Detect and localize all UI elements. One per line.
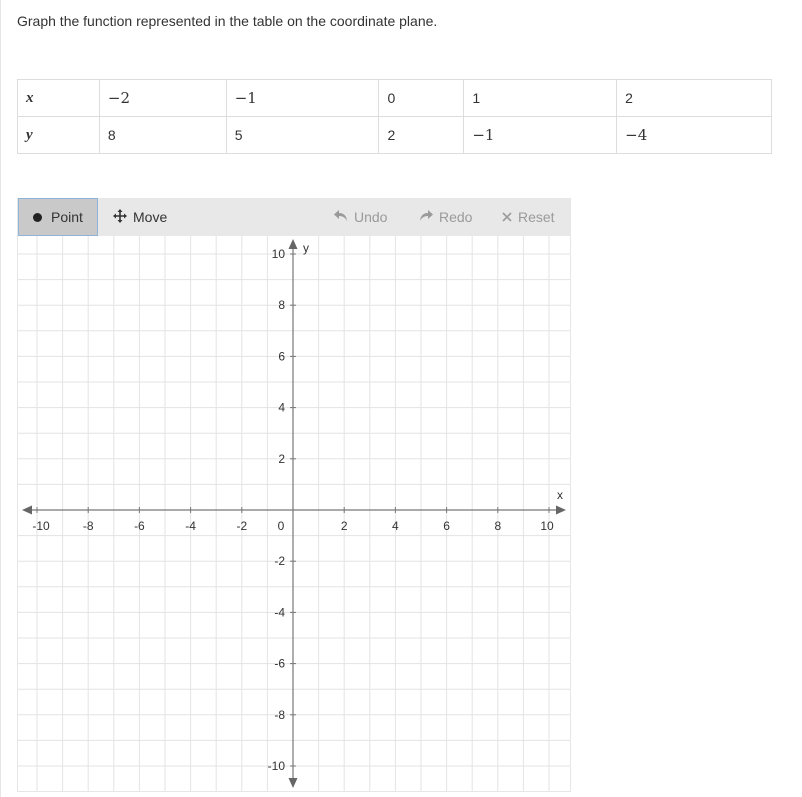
y-cell: 8 (99, 117, 226, 154)
point-dot-icon (33, 213, 42, 222)
move-tool-button[interactable] (113, 198, 167, 236)
y-header: y (18, 117, 100, 154)
y-tick-label: -2 (274, 554, 285, 569)
y-tick-label: -10 (267, 759, 285, 773)
table-row-y (18, 117, 772, 154)
undo-label: Undo (354, 209, 388, 225)
move-arrows-icon (113, 209, 127, 226)
x-header: x (18, 80, 100, 117)
x-cell: 0 (379, 80, 464, 117)
x-tick-label: 0 (277, 519, 285, 533)
function-table (17, 79, 772, 154)
y-cell: −1 (464, 117, 617, 154)
question-prompt: Graph the function represented in the table on the coordinate plane. (17, 13, 438, 29)
reset-x-icon (502, 209, 512, 225)
y-axis-label: y (303, 241, 309, 255)
x-tick-label: -4 (185, 519, 196, 533)
x-tick-label: -2 (236, 519, 248, 533)
move-tool-label: Move (133, 209, 168, 225)
x-tick-label: -6 (134, 519, 145, 533)
redo-label: Redo (439, 209, 473, 225)
y-tick-label: -8 (274, 707, 285, 722)
x-tick-label: -8 (82, 519, 94, 533)
y-tick-label: 2 (278, 451, 285, 466)
y-tick-label: -4 (274, 605, 285, 620)
undo-arrow-icon (334, 209, 348, 225)
x-tick-label: 8 (494, 519, 502, 533)
point-tool-button[interactable] (18, 198, 98, 236)
reset-button[interactable] (502, 198, 555, 236)
y-tick-label: 4 (278, 400, 285, 415)
x-cell: 1 (464, 80, 617, 117)
y-tick-label: -6 (274, 656, 285, 671)
x-cell: 2 (617, 80, 772, 117)
reset-label: Reset (518, 209, 555, 225)
x-axis-left-arrow-icon (22, 506, 32, 515)
graphing-widget (17, 198, 571, 792)
x-tick-label: 6 (443, 519, 450, 533)
point-tool-label: Point (51, 209, 83, 225)
y-tick-label: 10 (271, 247, 285, 261)
redo-button[interactable] (419, 198, 472, 236)
x-cell: −1 (226, 80, 379, 117)
x-tick-label: -10 (32, 519, 50, 533)
x-tick-label: 10 (540, 519, 554, 533)
x-axis-right-arrow-icon (556, 506, 566, 515)
y-cell: 5 (226, 117, 379, 154)
left-divider (0, 0, 1, 797)
table-row-x (18, 80, 772, 117)
x-tick-label: 4 (392, 519, 399, 533)
y-cell: 2 (379, 117, 464, 154)
x-cell: −2 (99, 80, 226, 117)
redo-arrow-icon (419, 209, 433, 225)
undo-button[interactable] (334, 198, 387, 236)
y-tick-label: 6 (278, 349, 285, 364)
x-axis-label: x (557, 488, 563, 502)
graph-toolbar (18, 198, 570, 236)
y-axis-down-arrow-icon (289, 778, 298, 788)
coordinate-plane[interactable] (18, 236, 570, 791)
x-tick-label: 2 (340, 519, 348, 533)
y-cell: −4 (617, 117, 772, 154)
y-axis-up-arrow-icon (289, 239, 298, 249)
y-tick-label: 8 (278, 298, 285, 313)
